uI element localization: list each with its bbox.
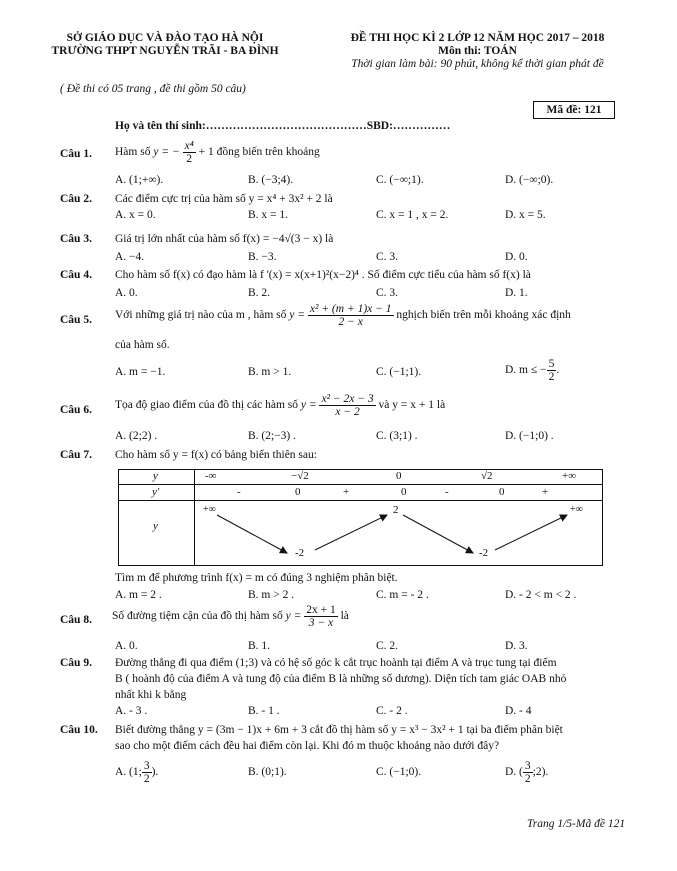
option-a[interactable]: A. (2;2) . (115, 430, 158, 442)
q-stem-end: đồng biến trên khoảng (216, 146, 320, 159)
x-label: y (153, 470, 158, 482)
formula: y = (300, 399, 317, 412)
deriv-sign: 0 (499, 486, 505, 498)
option-a[interactable]: A. (1;+∞). (115, 174, 164, 186)
option-b[interactable]: B. m > 1. (248, 366, 292, 378)
option-d-text: D. m ≤ − (505, 364, 547, 377)
option-d[interactable]: D. (−1;0) . (505, 430, 554, 442)
option-b[interactable]: B. m > 2 . (248, 589, 295, 601)
question-text: Biết đường thẳng y = (3m − 1)x + 6m + 3 cắt đồ thị hàm số y = x³ − 3x² + 1 tại ba điểm phân biệt (115, 724, 563, 736)
option-c[interactable]: C. 3. (376, 251, 399, 263)
y-value: 2 (393, 504, 399, 516)
option-d-text: D. ( (505, 766, 523, 779)
option-d[interactable] (505, 358, 559, 383)
question-label: Câu 7. (60, 449, 92, 461)
deriv-sign: - (237, 486, 241, 498)
page-footer: Trang 1/5-Mã đề 121 (527, 818, 626, 830)
question-text (115, 140, 320, 165)
dept-name: SỞ GIÁO DỤC VÀ ĐÀO TẠO HÀ NỘI (66, 32, 264, 44)
question-text (115, 393, 445, 418)
deriv-sign: - (445, 486, 449, 498)
formula: y = (289, 309, 305, 322)
arrow-decreasing (403, 515, 473, 553)
option-b[interactable]: B. (−3;4). (248, 174, 294, 186)
deriv-sign: 0 (401, 486, 407, 498)
question-text (115, 303, 571, 328)
deriv-label: y' (152, 486, 160, 498)
deriv-sign: 0 (295, 486, 301, 498)
exam-subject: Môn thi: TOÁN (438, 45, 517, 57)
question-label: Câu 1. (60, 148, 92, 160)
option-b[interactable]: B. x = 1. (248, 209, 289, 221)
exam-note: ( Đề thi có 05 trang , đề thi gồm 50 câu) (60, 83, 246, 95)
q-stem: Hàm số (115, 146, 151, 159)
question-text-cont: của hàm số. (115, 339, 170, 351)
option-b[interactable]: B. 2. (248, 287, 271, 299)
fraction: $\frac{\text{x⁴}}{2}$ (184, 140, 194, 165)
option-d[interactable]: D. 0. (505, 251, 528, 263)
option-d[interactable]: D. x = 5. (505, 209, 546, 221)
fraction: $\frac{2x + 1}{3 - x}$ (306, 604, 336, 629)
school-name: TRƯỜNG THPT NGUYỄN TRÃI - BA ĐÌNH (51, 45, 279, 57)
student-info-line: Họ và tên thí sinh:……………………………………SBD:…………… (115, 120, 451, 132)
q-stem: Với những giá trị nào của m , hàm số (115, 309, 287, 322)
y-value: -2 (479, 547, 489, 559)
option-c[interactable]: C. m = - 2 . (376, 589, 429, 601)
formula: + 1 (198, 146, 214, 159)
q-stem: Số đường tiệm cận của đồ thị hàm số (112, 610, 283, 623)
question-label: Câu 2. (60, 193, 92, 205)
question-text-cont: sao cho một điểm cách đều hai điểm còn lại. Khi đó m thuộc khoảng nào dưới đây? (115, 740, 500, 752)
variation-table (118, 469, 603, 566)
option-c[interactable]: C. (3;1) . (376, 430, 418, 442)
question-label: Câu 6. (60, 404, 92, 416)
question-text: Cho hàm số f(x) có đạo hàm là f '(x) = x(x+1)²(x−2)⁴ . Số điểm cực tiểu của hàm số f(x) là (115, 269, 531, 281)
question-text (112, 604, 349, 629)
option-b[interactable]: B. −3. (248, 251, 277, 263)
deriv-sign: + (542, 486, 549, 498)
option-b[interactable]: B. (0;1). (248, 766, 287, 778)
option-a[interactable]: A. 0. (115, 287, 138, 299)
fraction: $\frac{3}{2}$ (524, 760, 531, 785)
question-label: Câu 5. (60, 314, 92, 326)
y-value: +∞ (570, 504, 583, 515)
question-label: Câu 4. (60, 269, 92, 281)
option-d-tail: . (556, 364, 560, 377)
option-d[interactable]: D. 3. (505, 640, 528, 652)
option-a-tail: ). (151, 766, 159, 779)
formula: y = (285, 610, 302, 623)
y-value: -2 (295, 547, 305, 559)
arrow-increasing (315, 515, 387, 550)
option-c[interactable]: C. - 2 . (376, 705, 408, 717)
x-value: +∞ (562, 470, 577, 482)
option-d[interactable]: D. - 2 < m < 2 . (505, 589, 577, 601)
option-c[interactable]: C. 2. (376, 640, 399, 652)
q-stem-end: và y = x + 1 là (378, 399, 446, 412)
option-a[interactable]: A. m = 2 . (115, 589, 162, 601)
y-value: +∞ (203, 504, 216, 515)
question-label: Câu 3. (60, 233, 92, 245)
option-c[interactable]: C. (−1;0). (376, 766, 422, 778)
arrow-increasing (495, 515, 567, 550)
option-c[interactable]: C. 3. (376, 287, 399, 299)
question-label: Câu 8. (60, 614, 92, 626)
option-a[interactable]: A. x = 0. (115, 209, 156, 221)
exam-title: ĐỀ THI HỌC KÌ 2 LỚP 12 NĂM HỌC 2017 – 2018 (350, 32, 605, 44)
question-text: Giá trị lớn nhất của hàm số f(x) = −4√(3 − x) là (115, 233, 334, 245)
question-text: Các điểm cực trị của hàm số y = x⁴ + 3x² + 2 là (115, 193, 333, 205)
question-text: Đường thẳng đi qua điểm (1;3) và có hệ số góc k cắt trục hoành tại điểm A và trục tung tại điểm (115, 657, 557, 669)
exam-code: Mã đề: 121 (546, 104, 602, 116)
option-b[interactable]: B. (2;−3) . (248, 430, 297, 442)
question-text-cont: Tìm m để phương trình f(x) = m có đúng 3 nghiệm phân biệt. (115, 572, 398, 584)
deriv-sign: + (343, 486, 350, 498)
option-a[interactable]: A. −4. (115, 251, 145, 263)
option-a[interactable] (115, 760, 158, 785)
question-text-cont: B ( hoành độ của điểm A và tung độ của điểm B là những số dương). Diện tích tam giác OAB nhỏ (115, 673, 567, 685)
option-b[interactable]: B. 1. (248, 640, 271, 652)
option-a[interactable]: A. 0. (115, 640, 138, 652)
fraction: $\frac{\text{x² − 2x − 3}}{x - 2}$ (321, 393, 374, 418)
option-d[interactable] (505, 760, 548, 785)
exam-code-box (533, 101, 615, 119)
option-c[interactable]: C. (−∞;1). (376, 174, 424, 186)
arrow-decreasing (217, 515, 287, 553)
option-a[interactable]: A. m = −1. (115, 366, 166, 378)
option-a[interactable]: A. - 3 . (115, 705, 148, 717)
fraction: $\frac{3}{2}$ (143, 760, 150, 785)
option-c[interactable]: C. (−1;1). (376, 366, 422, 378)
q-stem-end: nghịch biến trên mỗi khoảng xác định (396, 309, 571, 322)
exam-time: Thời gian làm bài: 90 phút, không kể thời gian phát đề (351, 58, 604, 70)
x-value: −√2 (291, 470, 309, 482)
option-c[interactable]: C. x = 1 , x = 2. (376, 209, 449, 221)
x-value: -∞ (205, 470, 217, 482)
x-value: 0 (396, 470, 402, 482)
variation-arrows (119, 470, 602, 565)
q-stem-end: là (340, 610, 349, 623)
x-value: √2 (481, 470, 493, 482)
question-text: Cho hàm số y = f(x) có bảng biến thiên sau: (115, 449, 317, 461)
fraction: $\frac{\text{x² + (m + 1)x − 1}}{2 - x}$ (309, 303, 392, 328)
option-d[interactable]: D. - 4 (505, 705, 532, 717)
question-text-cont: nhất khi k bằng (115, 689, 187, 701)
q-stem: Tọa độ giao điểm của đồ thị các hàm số (115, 399, 298, 412)
option-d[interactable]: D. 1. (505, 287, 528, 299)
option-d[interactable]: D. (−∞;0). (505, 174, 554, 186)
option-a-text: A. (1; (115, 766, 142, 779)
question-label: Câu 10. (60, 724, 98, 736)
option-b[interactable]: B. - 1 . (248, 705, 280, 717)
formula: y = − (153, 146, 180, 159)
question-label: Câu 9. (60, 657, 92, 669)
fraction: $\frac{5}{2}$ (548, 358, 555, 383)
y-label: y (153, 520, 158, 532)
option-d-tail: ;2). (532, 766, 549, 779)
